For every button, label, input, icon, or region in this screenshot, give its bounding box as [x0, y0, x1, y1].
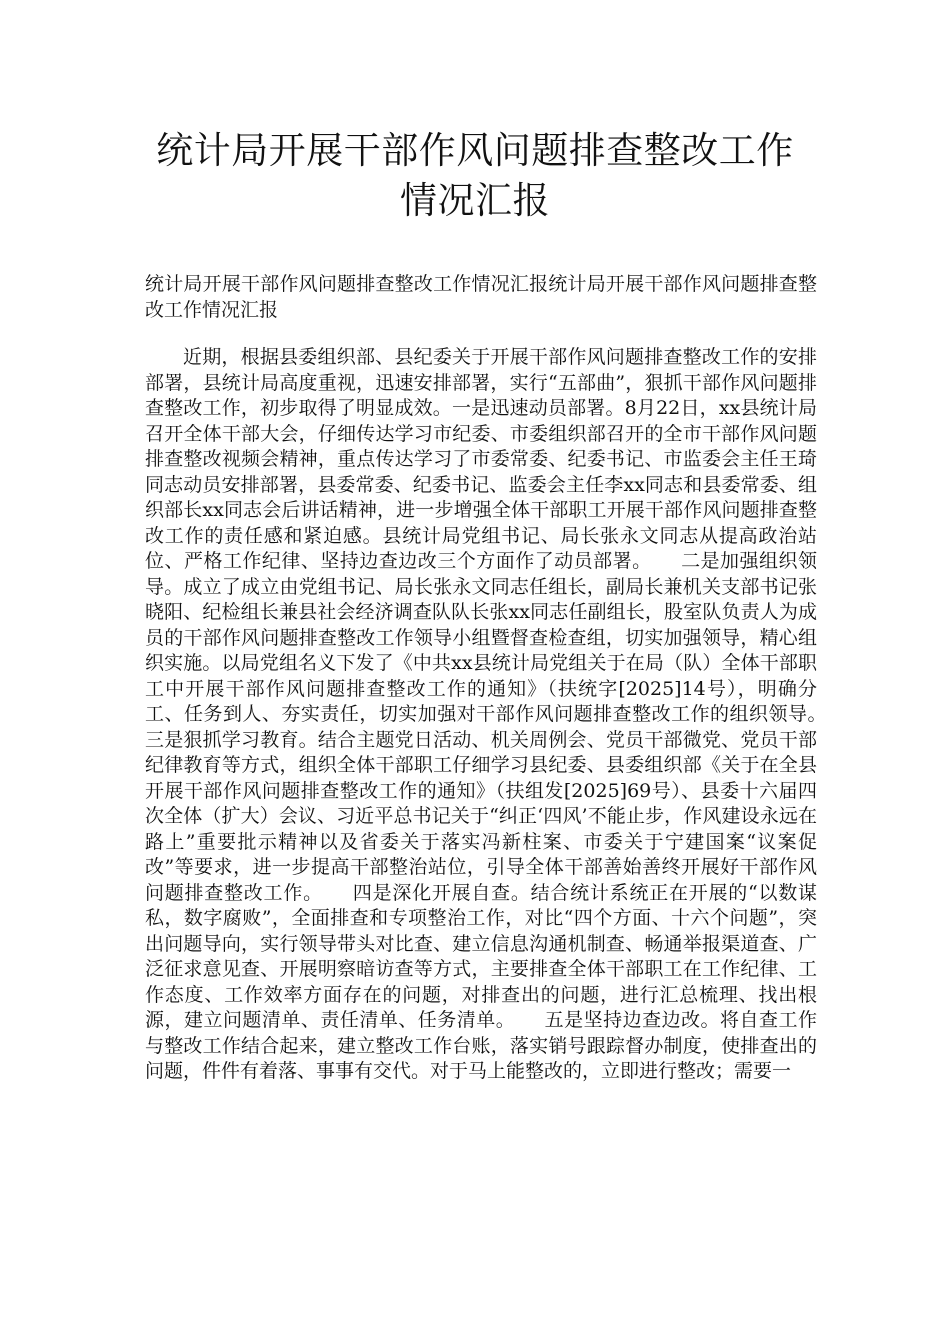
document-title-line-1: 统计局开展干部作风问题排查整改工作: [156, 129, 794, 172]
document-body-paragraph: 近期，根据县委组织部、县纪委关于开展干部作风问题排查整改工作的安排部署，县统计局高度重视，迅速安排部署，实行“五部曲”，狠抓干部作风问题排查整改工作，初步取得了明显成效。一是迅速动员部署。8月22日，xx县统计局召开全体干部大会，仔细传达学习市纪委、市委组织部召开的全市干部作风问题排查整改视频会精神，重点传达学习了市委常委、纪委书记、市监委会主任王琦同志动员安排部署，县委常委、纪委书记、监委会主任李xx同志和县委常委、组织部长xx同志会后讲话精神，进一步增强全体干部职工开展干部作风问题排查整改工作的责任感和紧迫感。县统计局党组书记、局长张永文同志从提高政治站位、严格工作纪律、坚持边查边改三个方面作了动员部署。 二是加强组织领导。成立了成立由党组书记、局长张永文同志任组长，副局长兼机关支部书记张晓阳、纪检组长兼县社会经济调查队队长张xx同志任副组长，股室队负责人为成员的干部作风问题排查整改工作领导小组暨督查检查组，切实加强领导，精心组织实施。以局党组名义下发了《中共xx县统计局党组关于在局（队）全体干部职工中开展干部作风问题排查整改工作的通知》（扶统字[2025]14号），明确分工、任务到人、夯实责任，切实加强对干部作风问题排查整改工作的组织领导。 三是狠抓学习教育。结合主题党日活动、机关周例会、党员干部微党、党员干部纪律教育等方式，组织全体干部职工仔细学习县纪委、县委组织部《关于在全县开展干部作风问题排查整改工作的通知》（扶组发[2025]69号）、县委十六届四次全体（扩大）会议、习近平总书记关于“纠正‘四风’不能止步，作风建设永远在路上”重要批示精神以及省委关于落实冯新柱案、市委关于宁建国案“议案促改”等要求，进一步提高干部整治站位，引导全体干部善始善终开展好干部作风问题排查整改工作。 四是深化开展自查。结合统计系统正在开展的“以数谋私，数字腐败”，全面排查和专项整治工作，对比“四个方面、十六个问题”，突出问题导向，实行领导带头对比查、建立信息沟通机制查、畅通举报渠道查、广泛征求意见查、开展明察暗访查等方式，主要排查全体干部职工在工作纪律、工作态度、工作效率方面存在的问题，对排查出的问题，进行汇总梳理、找出根源，建立问题清单、责任清单、任务清单。 五是坚持边查边改。将自查工作与整改工作结合起来，建立整改工作台账，落实销号跟踪督办制度，使排查出的问题，件件有着落、事事有交代。对于马上能整改的，立即进行整改；需要一: [145, 346, 856, 1082]
document-title: [100, 126, 850, 226]
document-subtitle: 统计局开展干部作风问题排查整改工作情况汇报统计局开展干部作风问题排查整改工作情况汇报: [145, 273, 817, 321]
document-title-line-2: 情况汇报: [400, 179, 550, 222]
